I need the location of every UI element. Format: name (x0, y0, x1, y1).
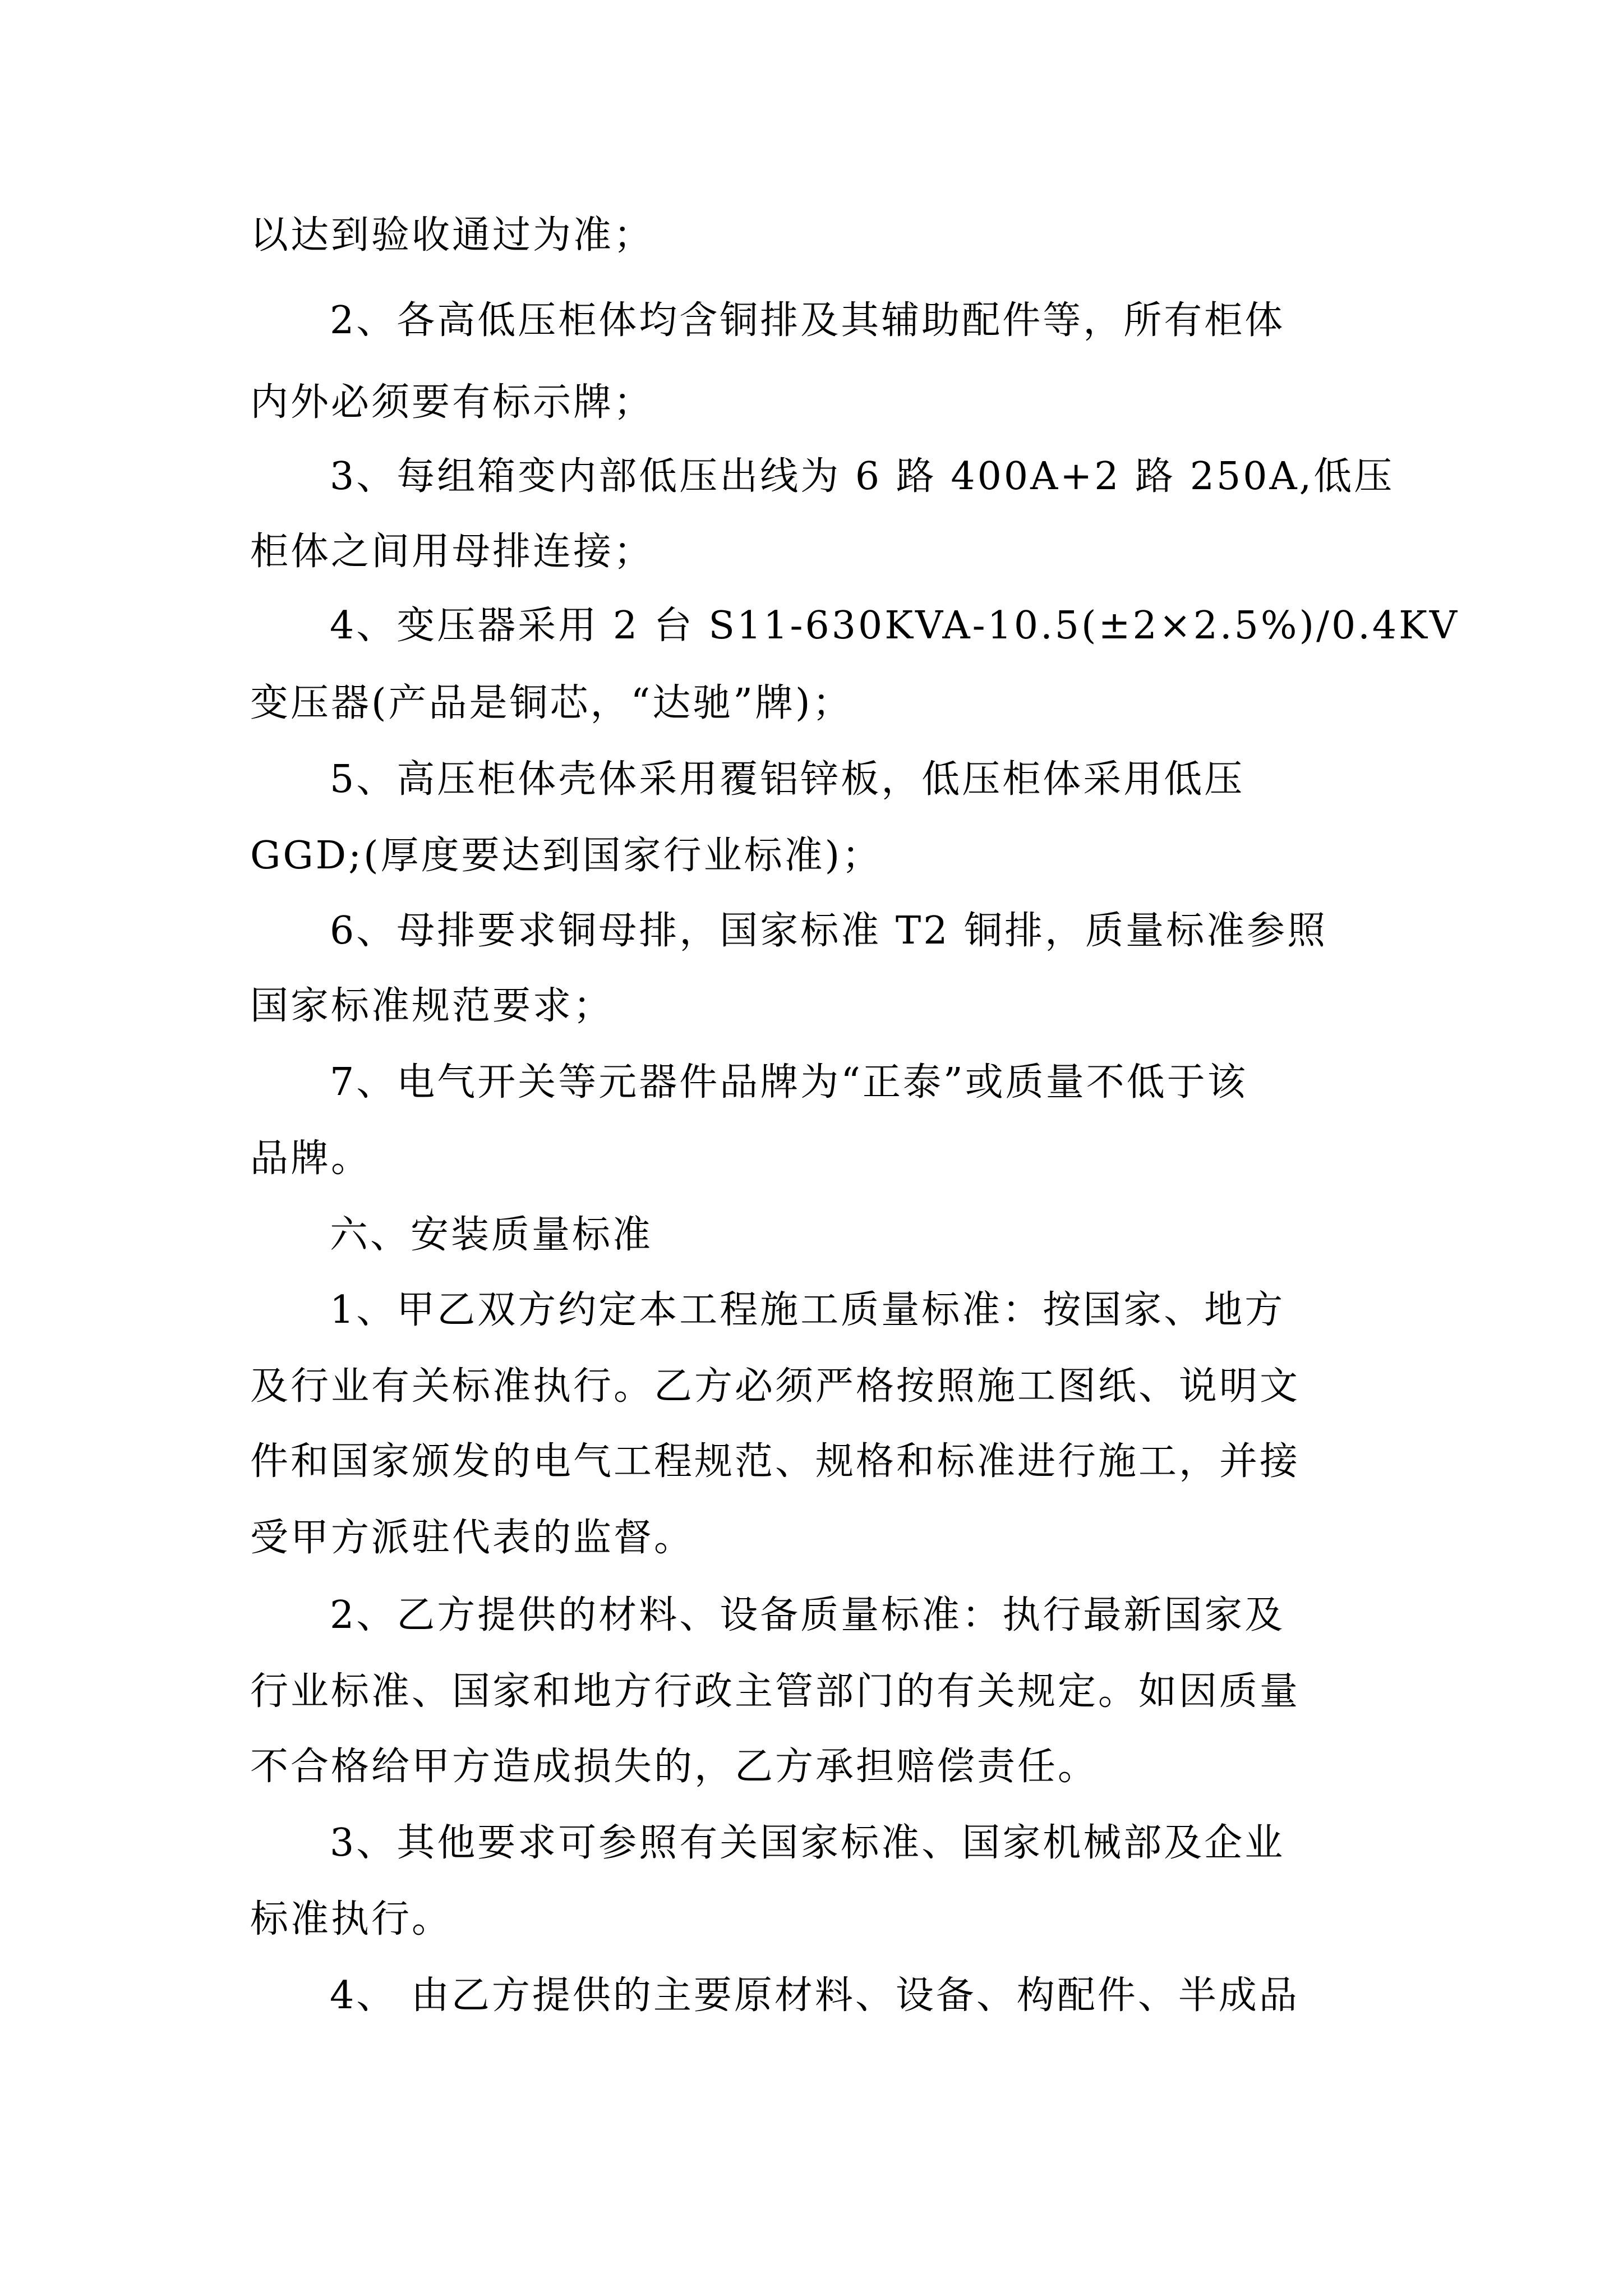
text-line: GGD;(厚度要达到国家行业标准)； (250, 834, 883, 878)
text-line: 品牌。 (250, 1137, 372, 1181)
text-line: 5、高压柜体壳体采用覆铝锌板，低压柜体采用低压 (330, 757, 1245, 802)
text-line: 件和国家颁发的电气工程规范、规格和标准进行施工，并接 (250, 1439, 1301, 1484)
text-line: 3、其他要求可参照有关国家标准、国家机械部及企业 (330, 1821, 1285, 1865)
text-line: 不合格给甲方造成损失的，乙方承担赔偿责任。 (250, 1745, 1099, 1789)
text-line: 4、 由乙方提供的主要原材料、设备、构配件、半成品 (330, 1973, 1299, 2018)
text-line: 3、每组箱变内部低压出线为 6 路 400A+2 路 250A,低压 (330, 454, 1395, 499)
text-line: 受甲方派驻代表的监督。 (250, 1516, 695, 1560)
text-line: 以达到验收通过为准； (250, 213, 654, 257)
text-line: 内外必须要有标示牌； (250, 380, 654, 425)
text-line: 4、变压器采用 2 台 S11-630KVA-10.5(±2×2.5%)/0.4KV (330, 604, 1460, 648)
text-line: 及行业有关标准执行。乙方必须严格按照施工图纸、说明文 (250, 1364, 1301, 1409)
text-line: 2、各高低压柜体均含铜排及其辅助配件等，所有柜体 (330, 298, 1285, 343)
text-line: 2、乙方提供的材料、设备质量标准：执行最新国家及 (330, 1593, 1285, 1637)
text-line: 行业标准、国家和地方行政主管部门的有关规定。如因质量 (250, 1669, 1301, 1714)
text-line: 国家标准规范要求； (250, 984, 614, 1028)
text-line: 柜体之间用母排连接； (250, 530, 654, 574)
section-heading: 六、安装质量标准 (330, 1213, 653, 1257)
text-line: 6、母排要求铜母排，国家标准 T2 铜排，质量标准参照 (330, 909, 1328, 953)
text-line: 变压器(产品是铜芯，“达驰”牌)； (250, 681, 853, 725)
text-line: 标准执行。 (250, 1897, 453, 1941)
text-line: 1、甲乙双方约定本工程施工质量标准：按国家、地方 (330, 1288, 1285, 1332)
text-line: 7、电气开关等元器件品牌为“正泰”或质量不低于该 (330, 1060, 1248, 1105)
